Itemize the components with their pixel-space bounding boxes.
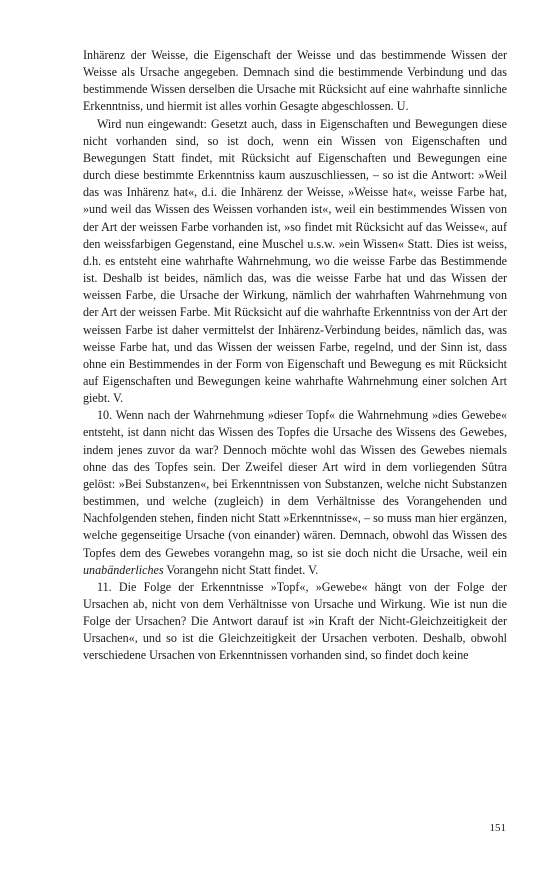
paragraph-4: 11. Die Folge der Erkenntnisse »Topf«, »Gewebe« hängt von der Folge der Ursachen ab, nicht von dem Verhältnisse von Ursache und Wirkung. Wie ist nun die Folge der Ursachen? Die Antwort darauf ist »in Kraft der Nicht-Gleichzeitigkeit der Ursachen«, und so ist die Gleichzeitigkeit der Ursachen verboten. Deshalb, obwohl verschiedene Ursachen von Erkenntnissen vorhanden sind, so findet doch keine: [83, 579, 507, 663]
paragraph-2: Wird nun eingewandt: Gesetzt auch, dass in Eigenschaften und Bewegungen diese nicht vorhanden sind, so ist doch, wenn ein Wissen von Eigenschaften und Bewegungen Statt findet, mit Rücksicht auf Eigenschaften und Bewegungen eine durch diese bestimmte Erkenntniss kaum auszuschliessen, – so ist die Antwort: »Weil das was Inhärenz hat«, d.i. die Inhärenz der Weisse, »Weisse hat«, weisse Farbe hat, »und weil das Wissen des Weissen vorhanden ist«, weil ein bestimmendes Wissen von der Art der weissen Farbe vorhanden ist, »so findet mit Rücksicht auf das Weisse«, auf den weissfarbigen Gegenstand, eine Muschel u.s.w. »ein Wissen« Statt. Dies ist weiss, d.h. es entsteht eine wahrhafte Wahrnehmung, wo die weisse Farbe das Bestimmende ist. Deshalb ist beides, nämlich das, was die weisse Farbe hat und das Wissen der weissen Farbe, die Ursache der Wirkung, nämlich der wahrhaften Wahrnehmung von der Art der weissen Farbe. Mit Rücksicht auf die wahrhafte Erkenntniss von der Art der weissen Farbe ist daher vermittelst der Inhärenz-Verbindung beides, nämlich das, was weisse Farbe hat, und das Wissen der weissen Farbe, regelnd, und der Sinn ist, dass ohne ein Bestimmendes in der Form von Eigenschaft und Bewegung es mit Rücksicht auf Eigenschaften und Bewegungen keine wahrhafte Wahrnehmung einer solchen Art giebt. V.: [83, 116, 507, 406]
paragraph-1: Inhärenz der Weisse, die Eigenschaft der Weisse und das bestimmende Wissen der Weisse als Ursache angegeben. Demnach sind die bestimmende Verbindung und das bestimmende Wissen derselben die Ursache mit Rücksicht auf eine wahrhafte sinnliche Erkenntniss, und hiermit ist alles vorhin Gesagte abgeschlossen. U.: [83, 48, 507, 114]
emphasis-word: unabänderliches: [83, 562, 164, 577]
page-number: 151: [489, 822, 506, 834]
paragraph-3: [83, 407, 507, 579]
paragraph-3-tail: Vorangehn nicht Statt findet. V.: [163, 562, 319, 577]
paragraph-3-text: 10. Wenn nach der Wahrnehmung »dieser Topf« die Wahrnehmung »dies Gewebe« entsteht, ist dann nicht das Wissen des Topfes die Ursache des Wissens des Gewebes, indem jenes zuvor da war? Dennoch möchte wohl das Wissen des Gewebes niemals ohne das des Topfes sein. Der Zweifel dieser Art wird in dem vorliegenden Sûtra gelöst: »Bei Substanzen«, bei Erkenntnissen von Substanzen, welche nicht Substanzen bestimmen, und welche (zugleich) in dem Verhältnisse des Vorangehenden und Nachfolgenden stehen, finden nicht Statt »Erkenntnisse«, – so muss man hier ergänzen, welche gegenseitige Ursache (von einander) wären. Demnach, obwohl das Wissen des Topfes dem des Gewebes vorangehn mag, so ist sie doch nicht die Ursache, weil ein: [83, 408, 507, 560]
page-body: [83, 47, 507, 665]
